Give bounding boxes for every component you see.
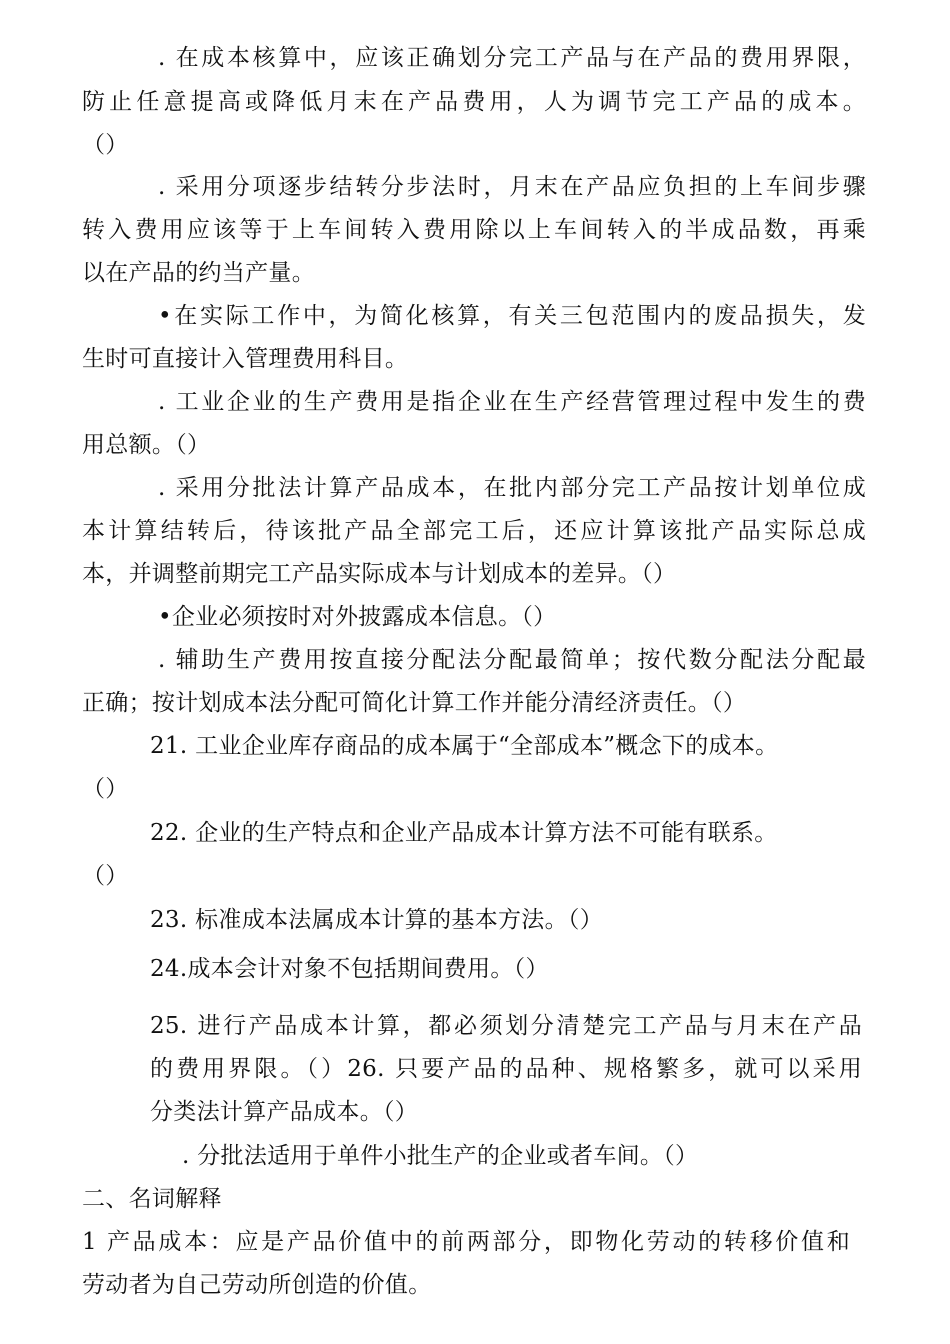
- answer-blank: （）: [82, 132, 129, 158]
- text-line: 分类法计算产品成本。（）: [150, 1099, 419, 1125]
- answer-blank: （）: [82, 863, 129, 889]
- text-line: 本计算结转后，待该批产品全部完工后，还应计算该批产品实际总成: [82, 518, 866, 544]
- text-line: 劳动者为自己劳动所创造的价值。: [82, 1272, 432, 1298]
- text-line: 25. 进行产品成本计算，都必须划分清楚完工产品与月末在产品: [150, 1013, 862, 1039]
- text-line: 正确；按计划成本法分配可简化计算工作并能分清经济责任。（）: [82, 690, 747, 716]
- text-line: 23. 标准成本法属成本计算的基本方法。（）: [150, 907, 603, 933]
- text-line: . 工业企业的生产费用是指企业在生产经营管理过程中发生的费: [158, 389, 866, 415]
- text-line: . 分批法适用于单件小批生产的企业或者车间。（）: [182, 1143, 699, 1169]
- text-line: 以在产品的约当产量。: [82, 260, 315, 286]
- text-line: 转入费用应该等于上车间转入费用除以上车间转入的半成品数，再乘: [82, 217, 866, 243]
- text-line: . 采用分批法计算产品成本，在批内部分完工产品按计划单位成: [158, 475, 866, 501]
- text-line: 22. 企业的生产特点和企业产品成本计算方法不可能有联系。: [150, 820, 778, 846]
- answer-blank: （）: [82, 776, 129, 802]
- section-heading: 二、名词解释: [82, 1186, 222, 1212]
- text-line: . 采用分项逐步结转分步法时，月末在产品应负担的上车间步骤: [158, 174, 866, 200]
- text-line: 21. 工业企业库存商品的成本属于“全部成本”概念下的成本。: [150, 733, 779, 759]
- text-line: . 辅助生产费用按直接分配法分配最简单；按代数分配法分配最: [158, 647, 866, 673]
- text-line: 本，并调整前期完工产品实际成本与计划成本的差异。（）: [82, 561, 677, 587]
- text-line: 24.成本会计对象不包括期间费用。（）: [150, 956, 549, 982]
- text-line: 生时可直接计入管理费用科目。: [82, 346, 409, 372]
- text-line: . 在成本核算中，应该正确划分完工产品与在产品的费用界限，: [158, 45, 866, 71]
- text-line: •在实际工作中，为简化核算，有关三包范围内的废品损失，发: [158, 303, 866, 329]
- text-line: 1 产品成本：应是产品价值中的前两部分，即物化劳动的转移价值和: [82, 1229, 850, 1255]
- text-line: •企业必须按时对外披露成本信息。（）: [158, 604, 557, 630]
- text-line: 防止任意提高或降低月末在产品费用，人为调节完工产品的成本。: [82, 89, 866, 115]
- text-line: 的费用界限。（）26. 只要产品的品种、规格繁多，就可以采用: [150, 1056, 862, 1082]
- text-line: 用总额。（）: [82, 432, 211, 458]
